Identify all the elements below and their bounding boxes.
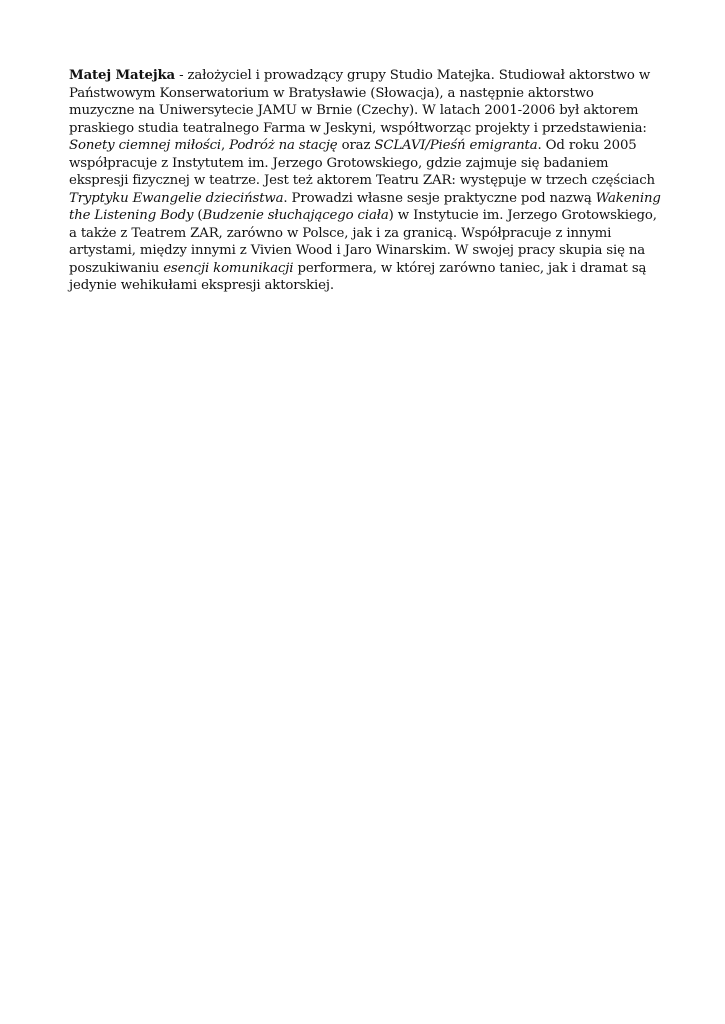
bio-text: performera, w której zarówno taniec, jak i dramat są jedynie wehikułami ekspresji aktorskiej. xyxy=(69,260,647,293)
session-title: Wakening the Listening Body xyxy=(69,190,661,223)
session-title-translation: Budzenie słuchającego ciała xyxy=(202,208,389,223)
bio-text: . Od roku 2005 współpracuje z Instytutem im. Jerzego Grotowskiego, gdzie zajmuje się badaniem ekspresji fizycznej w teatrze. Jest też aktorem Teatru ZAR: występuje w trzech częściach xyxy=(69,138,655,188)
bio-text: . Prowadzi własne sesje praktyczne pod nazwą xyxy=(283,190,596,206)
work-title: SCLAVI/Pieśń emigranta xyxy=(374,138,538,153)
biography-paragraph xyxy=(69,67,661,295)
work-title: Podróż na stację xyxy=(229,138,338,153)
work-title: Tryptyku Ewangelie dzieciństwa xyxy=(69,190,284,206)
bio-text: - założyciel i prowadzący grupy Studio Matejka. Studiował aktorstwo w Państwowym Konserwatorium w Bratysławie (Słowacja), a następnie aktorstwo muzyczne na Uniwersytecie JAMU w Brnie (Czechy). W latach 2001-2006 był aktorem praskiego studia teatralnego Farma w Jeskyni, współtworząc projekty i przedstawienia: xyxy=(69,68,651,136)
work-title: Sonety ciemnej miłości xyxy=(69,138,221,153)
person-name: Matej Matejka xyxy=(69,68,176,83)
bio-text: , xyxy=(221,138,230,153)
bio-text: oraz xyxy=(337,138,375,153)
bio-text: ( xyxy=(193,208,203,223)
bio-text: ) w Instytucie im. Jerzego Grotowskiego, a także z Teatrem ZAR, zarówno w Polsce, jak i za granicą. Współpracuje z innymi artystami, między innymi z Vivien Wood i Jaro Winarskim. W swojej pracy skupia się na poszukiwaniu xyxy=(69,208,657,276)
emphasis-term: esencji komunikacji xyxy=(163,260,294,276)
